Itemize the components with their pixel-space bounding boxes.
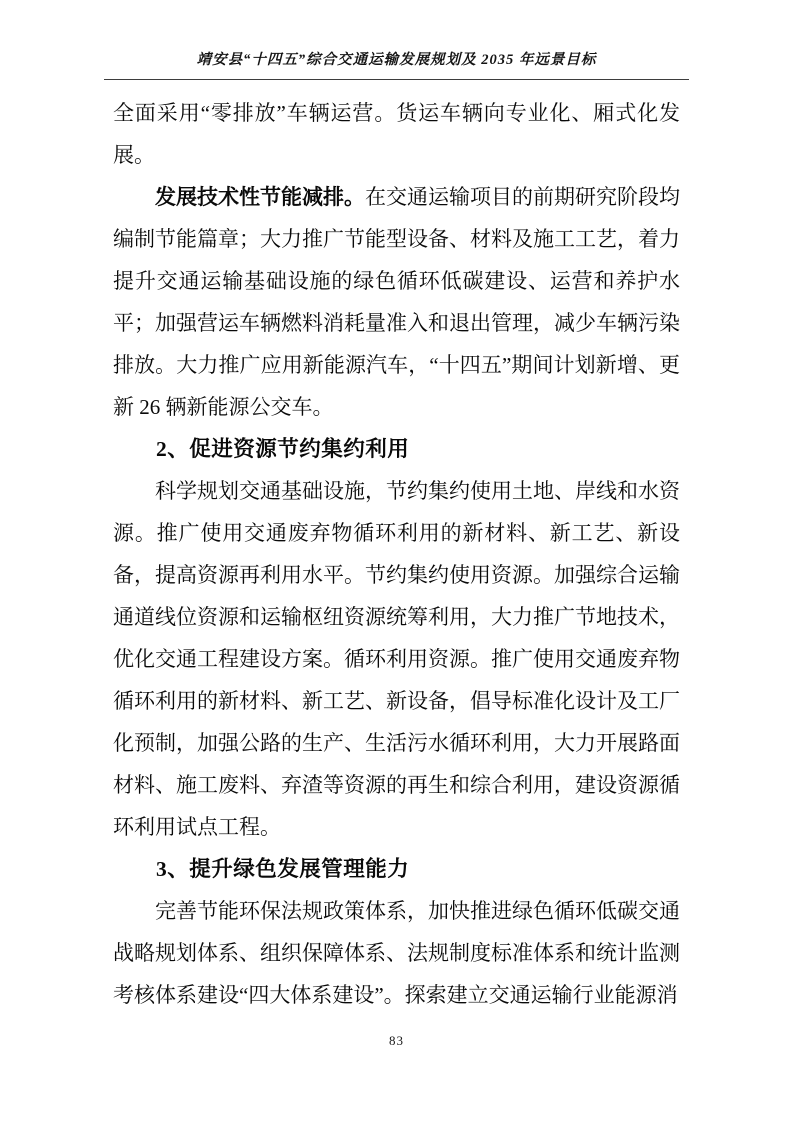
- document-body: [113, 92, 680, 1016]
- page-footer: [0, 1032, 793, 1050]
- paragraph-text: 在交通运输项目的前期研究阶段均编制节能篇章；大力推广节能型设备、材料及施工工艺，着力提升交通运输基础设施的绿色循环低碳建设、运营和养护水平；加强营运车辆燃料消耗量准入和退出管理，减少车辆污染排放。大力推广应用新能源汽车，“十四五”期间计划新增、更新 26 辆新能源公交车。: [113, 185, 680, 419]
- paragraph-green-management: 完善节能环保法规政策体系，加快推进绿色循环低碳交通战略规划体系、组织保障体系、法规制度标准体系和统计监测考核体系建设“四大体系建设”。探索建立交通运输行业能源消: [113, 899, 680, 1007]
- section-heading-3: 3、提升绿色发展管理能力: [156, 857, 410, 881]
- paragraph-continuation: 全面采用“零排放”车辆运营。货运车辆向专业化、厢式化发展。: [113, 101, 680, 167]
- page-number: 83: [389, 1033, 404, 1048]
- paragraph-resource-utilization: 科学规划交通基础设施，节约集约使用土地、岸线和水资源。推广使用交通废弃物循环利用的新材料、新工艺、新设备，提高资源再利用水平。节约集约使用资源。加强综合运输通道线位资源和运输枢纽资源统筹利用，大力推广节地技术，优化交通工程建设方案。循环利用资源。推广使用交通废弃物循环利用的新材料、新工艺、新设备，倡导标准化设计及工厂化预制，加强公路的生产、生活污水循环利用，大力开展路面材料、施工废料、弃渣等资源的再生和综合利用，建设资源循环利用试点工程。: [113, 479, 680, 839]
- header-title: 靖安县“十四五”综合交通运输发展规划及 2035 年远景目标: [196, 52, 597, 68]
- section-heading-2: 2、促进资源节约集约利用: [156, 437, 410, 461]
- paragraph-bold-lead: 发展技术性节能减排。: [155, 185, 365, 209]
- page-header: [104, 48, 689, 80]
- paragraph-tech-energy-saving: [113, 176, 680, 428]
